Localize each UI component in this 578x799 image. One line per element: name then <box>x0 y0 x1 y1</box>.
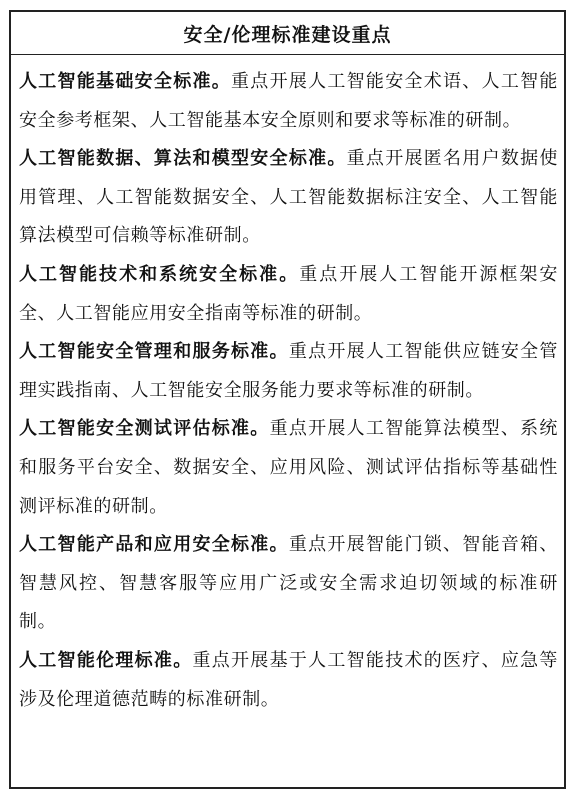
standard-item-text: 重点开展智能门锁、智能音箱、智慧风控、智慧客服等应用广泛或安全需求迫切领域的标准研制。 <box>19 534 558 633</box>
standard-item-heading: 人工智能伦理标准。 <box>19 649 193 671</box>
standard-item <box>19 256 558 333</box>
standard-item <box>19 642 558 719</box>
standard-item-heading: 人工智能技术和系统安全标准。 <box>19 263 300 285</box>
standard-item <box>19 140 558 256</box>
standard-item <box>19 63 558 140</box>
table-body <box>11 55 564 719</box>
standard-item-text: 重点开展人工智能安全术语、人工智能安全参考框架、人工智能基本安全原则和要求等标准的研制。 <box>19 71 558 131</box>
standard-item-heading: 人工智能安全测试评估标准。 <box>19 418 270 440</box>
standard-item-heading: 人工智能基础安全标准。 <box>19 71 232 92</box>
standard-item-heading: 人工智能产品和应用安全标准。 <box>19 534 289 556</box>
standards-table <box>9 10 566 789</box>
standard-item-heading: 人工智能安全管理和服务标准。 <box>19 341 289 363</box>
standard-item-text: 重点开展人工智能供应链安全管理实践指南、人工智能安全服务能力要求等标准的研制。 <box>19 341 558 401</box>
standard-item-heading: 人工智能数据、算法和模型安全标准。 <box>19 148 347 170</box>
standard-item-text: 重点开展匿名用户数据使用管理、人工智能数据安全、人工智能数据标注安全、人工智能算法模型可信赖等标准研制。 <box>19 148 558 247</box>
standard-item-text: 重点开展人工智能开源框架安全、人工智能应用安全指南等标准的研制。 <box>19 263 558 324</box>
standard-item <box>19 410 558 526</box>
standard-item-text: 重点开展基于人工智能技术的医疗、应急等涉及伦理道德范畴的标准研制。 <box>19 649 558 710</box>
standard-item <box>19 526 558 642</box>
standard-item <box>19 333 558 410</box>
table-title: 安全/伦理标准建设重点 <box>11 12 564 55</box>
standard-item-text: 重点开展人工智能算法模型、系统和服务平台安全、数据安全、应用风险、测试评估指标等基础性测评标准的研制。 <box>19 418 558 517</box>
